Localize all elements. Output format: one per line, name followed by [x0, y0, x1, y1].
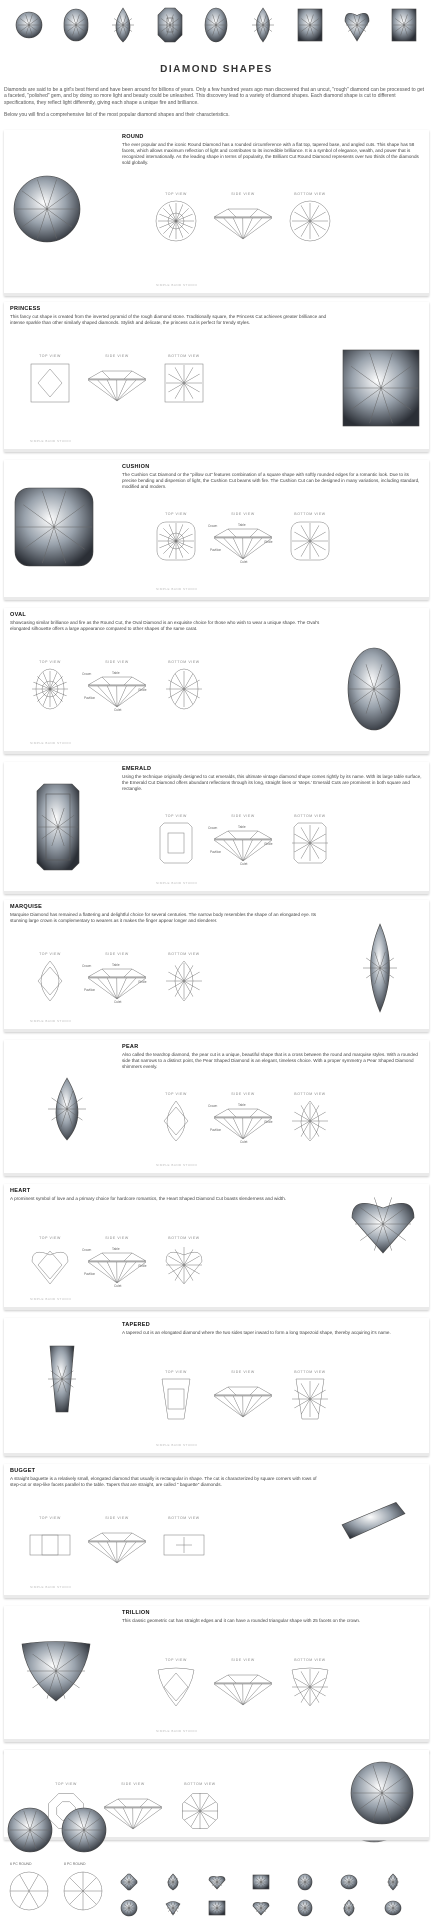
section-emerald — [4, 762, 429, 894]
princess-diamond-photo — [340, 347, 422, 431]
watermark: SIMPLE BAND STUDIO — [30, 440, 71, 444]
pie-cushion-shape — [338, 1872, 378, 1894]
section-tapered — [4, 1318, 429, 1456]
label-culet: Culet — [114, 708, 122, 711]
side-view-label: SIDE VIEW — [231, 814, 255, 818]
top-view — [154, 1658, 198, 1709]
round-description: The ever popular and the iconic Round Diamond has a rounded circumference with a flat top, tapered base, and angled cuts. This shape has 58 facets, which allows maximum reflection of light and contributes to its incredible brilliance. It is a symbol of elegance, wealth, and power that is recognized internationally. As the leading shape in terms of popularity, the Brilliant Cut Round Diamond represents over two thirds of the diamonds sold globally. — [122, 142, 422, 166]
pie-cushion-shape — [382, 1898, 422, 1920]
label-pavilion: Pavilion — [210, 1128, 221, 1132]
label-girdle: Girdle — [138, 688, 147, 692]
label-table: Table — [112, 671, 120, 675]
single-cut-diamond-photo — [349, 1760, 415, 1828]
label-pavilion: Pavilion — [84, 696, 95, 700]
round-diamond-photo — [12, 174, 82, 246]
pie-marquise-shape — [382, 1872, 422, 1894]
buguet-heading: BUGGET — [10, 1468, 35, 1475]
oval-diamond-photo — [344, 646, 404, 734]
section-buguet — [4, 1464, 429, 1598]
bottom-view — [162, 660, 206, 711]
section-princess — [4, 302, 429, 452]
label-culet: Culet — [240, 560, 248, 563]
bottom-view-label: BOTTOM VIEW — [168, 1516, 199, 1520]
round-diamond-icon — [14, 6, 44, 46]
side-view-label: SIDE VIEW — [231, 1370, 255, 1374]
bottom-view-label: BOTTOM VIEW — [168, 660, 199, 664]
emerald-views — [154, 814, 332, 865]
label-pavilion: Pavilion — [84, 988, 95, 992]
side-view — [208, 192, 278, 243]
pie-pear-shape — [162, 1872, 202, 1894]
bottom-view-label: BOTTOM VIEW — [294, 1658, 325, 1662]
princess-diamond-icon — [295, 6, 325, 46]
marquise-description: Marquise Diamond has remained a flattering and delightful choice for several centuries. The narrow body resembles the shape of an elongated eye. Its stunning large crown is complementary to wearers as it makes the finger appear longer and slenderer. — [10, 912, 328, 924]
page-title: DIAMOND SHAPES — [0, 64, 433, 77]
pie-emerald-shape — [118, 1872, 158, 1894]
watermark: SIMPLE BAND STUDIO — [156, 882, 197, 886]
top-view — [154, 1092, 198, 1143]
round-views — [154, 192, 332, 243]
emerald-diamond-photo — [34, 782, 82, 874]
pear-diamond-icon — [108, 6, 138, 46]
side-view-label: SIDE VIEW — [231, 1658, 255, 1662]
side-view — [208, 1370, 278, 1421]
pie-pear-shape — [338, 1898, 378, 1920]
princess-heading: PRINCESS — [10, 306, 41, 313]
trillion-description: This classic geometric cut has straight edges and it can have a rounded triangular shape with 25 facets on the crown. — [122, 1618, 422, 1624]
label-culet: Culet — [240, 1140, 248, 1143]
top-view-label: TOP VIEW — [165, 192, 187, 196]
bottom-view-label: BOTTOM VIEW — [168, 1236, 199, 1240]
oval-views — [28, 660, 206, 711]
oval-heading: OVAL — [10, 612, 26, 619]
label-pavilion: Pavilion — [84, 1272, 95, 1276]
top-view — [28, 1236, 72, 1287]
top-view — [154, 192, 198, 243]
emerald-heading: EMERALD — [122, 766, 151, 773]
intro-paragraph: Diamonds are said to be a girl's best friend and have been around for billions of years. Only a few hundred years ago man discovered that an uncut, "rough" diamond can be processed to get a faceted, "polished" gem, and by doing so more light and beauty could be unleashed. This discovery lead to a variety of diamond shapes. Each diamond shape is cut to different specifications, they reflect light differently, giving each shape a unique fire and brilliance. — [4, 87, 426, 106]
pie-8pc-label: 8 PC ROUND — [64, 1862, 86, 1866]
side-view-label: SIDE VIEW — [105, 1236, 129, 1240]
buguet-views — [28, 1516, 206, 1567]
label-table: Table — [238, 523, 246, 527]
top-view-label: TOP VIEW — [165, 1092, 187, 1096]
bottom-view — [288, 1658, 332, 1709]
side-view-label: SIDE VIEW — [105, 952, 129, 956]
side-view-label: SIDE VIEW — [105, 354, 129, 358]
label-culet: Culet — [114, 1000, 122, 1003]
diamond-shape-strip — [0, 0, 433, 52]
emerald-description: Using the technique originally designed to cut emeralds, this ultimate vintage diamond shape comes rightly by its name. With its large table surface, the Emerald Cut Diamond offers abundant reflections through its long, straight lines or 'steps.' Emerald Cuts are prominent in both square and rectangle. — [122, 774, 422, 792]
buguet-description: A straight baguette is a relatively small, elongated diamond that usually is rectangular in shape. The cut is characterized by square corners with rows of step-cut or step-like facets parallel to the table. Tapers that are straight, are called " baguette" diamonds. — [10, 1476, 328, 1488]
side-view-label: SIDE VIEW — [231, 192, 255, 196]
pie-cut-gallery — [6, 1806, 114, 1916]
bottom-view-label: BOTTOM VIEW — [168, 354, 199, 358]
bottom-view-label: BOTTOM VIEW — [168, 952, 199, 956]
label-culet: Culet — [114, 1284, 122, 1287]
bottom-view-label: BOTTOM VIEW — [294, 192, 325, 196]
bottom-view — [288, 1370, 332, 1421]
heart-heading: HEART — [10, 1188, 30, 1195]
pear-views — [154, 1092, 332, 1143]
side-view — [208, 1658, 278, 1709]
label-pavilion: Pavilion — [210, 548, 221, 552]
top-view — [28, 1516, 72, 1567]
label-girdle: Girdle — [264, 1120, 273, 1124]
watermark: SIMPLE BAND STUDIO — [156, 1730, 197, 1734]
side-view — [82, 354, 152, 405]
pear-diamond-photo — [44, 1076, 90, 1144]
princess-views — [28, 354, 206, 405]
bottom-view — [162, 952, 206, 1003]
bottom-view — [162, 1236, 206, 1287]
label-girdle: Girdle — [264, 842, 273, 846]
trillion-views — [154, 1658, 332, 1709]
pie-heart-shape — [250, 1898, 290, 1920]
cushion-views — [154, 512, 332, 563]
side-view-label: SIDE VIEW — [121, 1782, 145, 1786]
bottom-view-label: BOTTOM VIEW — [294, 1370, 325, 1374]
bottom-view-label: BOTTOM VIEW — [294, 512, 325, 516]
pie-6pc-diagram — [8, 1870, 50, 1914]
watermark: SIMPLE BAND STUDIO — [156, 1164, 197, 1168]
bottom-view — [288, 814, 332, 865]
section-cushion — [4, 460, 429, 600]
pie-6pc-photo — [6, 1806, 54, 1856]
section-marquise — [4, 900, 429, 1032]
tapered-diamond-photo — [44, 1343, 80, 1417]
section-pear — [4, 1040, 429, 1176]
bottom-view — [162, 1516, 206, 1567]
top-view-label: TOP VIEW — [39, 660, 61, 664]
side-view-label: SIDE VIEW — [105, 1516, 129, 1520]
bottom-view-label: BOTTOM VIEW — [184, 1782, 215, 1786]
marquise-heading: MARQUISE — [10, 904, 42, 911]
section-trillion — [4, 1606, 429, 1742]
heart-diamond-icon — [342, 6, 372, 46]
label-crown: Crown — [82, 1248, 91, 1252]
watermark: SIMPLE BAND STUDIO — [156, 588, 197, 592]
bottom-view — [178, 1782, 222, 1833]
cushion-heading: CUSHION — [122, 464, 149, 471]
buguet-diamond-photo — [334, 1494, 408, 1552]
pie-princess-shape — [250, 1872, 290, 1894]
label-girdle: Girdle — [138, 1264, 147, 1268]
top-view-label: TOP VIEW — [165, 1658, 187, 1662]
bottom-view — [288, 512, 332, 563]
label-crown: Crown — [208, 524, 217, 528]
side-view — [82, 660, 152, 711]
cushion-diamond-icon — [61, 6, 91, 46]
top-view — [28, 660, 72, 711]
label-crown: Crown — [208, 826, 217, 830]
side-view — [208, 1092, 278, 1143]
tapered-description: A tapered cut is an elongated diamond where the two sides taper inward to form a long trapezoid shape, thereby acquiring it's name. — [122, 1330, 422, 1336]
section-oval — [4, 608, 429, 754]
top-view-label: TOP VIEW — [55, 1782, 77, 1786]
pie-princess-shape — [206, 1898, 246, 1920]
pie-8pc-photo — [60, 1806, 108, 1856]
top-view — [154, 512, 198, 563]
label-table: Table — [238, 825, 246, 829]
side-view-label: SIDE VIEW — [231, 512, 255, 516]
trillion-diamond-photo — [18, 1638, 94, 1706]
label-table: Table — [112, 1247, 120, 1251]
label-crown: Crown — [82, 672, 91, 676]
pear-description: Also called the teardrop diamond, the pear cut is a unique, beautiful shape that is a cross between the round and marquise styles. With a rounded side that narrows to a distinct point, the Pear Shaped Diamond is an elegant, timeless choice. With a proper symmetry a Pear Shaped Diamond shimmers evenly. — [122, 1052, 422, 1070]
side-view — [208, 814, 278, 865]
top-view-label: TOP VIEW — [39, 1516, 61, 1520]
princess-description: This fancy cut shape is created from the inverted pyramid of the rough diamond stone. Traditionally square, the Princess Cut achieves greater brilliance and intense sparkle than other similarly shaped diamonds. Stylish and delicate, the princess cut is perfect for trendy styles. — [10, 314, 328, 326]
label-girdle: Girdle — [264, 540, 273, 544]
oval-diamond-icon — [201, 6, 231, 46]
side-view — [82, 952, 152, 1003]
label-culet: Culet — [240, 862, 248, 865]
heart-diamond-photo — [349, 1192, 417, 1258]
tapered-heading: TAPERED — [122, 1322, 150, 1329]
label-crown: Crown — [208, 1104, 217, 1108]
marquise-views — [28, 952, 206, 1003]
top-view-label: TOP VIEW — [39, 952, 61, 956]
marquise-diamond-icon — [248, 6, 278, 46]
section-round — [4, 130, 429, 296]
tapered-views — [154, 1370, 332, 1421]
watermark: SIMPLE BAND STUDIO — [30, 1586, 71, 1590]
marquise-diamond-photo — [359, 922, 401, 1016]
cushion-diamond-photo — [12, 485, 96, 571]
top-view — [154, 814, 198, 865]
bottom-view-label: BOTTOM VIEW — [294, 1092, 325, 1096]
watermark: SIMPLE BAND STUDIO — [30, 1020, 71, 1024]
side-view — [82, 1236, 152, 1287]
bottom-view — [162, 354, 206, 405]
side-view — [82, 1516, 152, 1567]
round-heading: ROUND — [122, 134, 144, 141]
top-view — [28, 952, 72, 1003]
intro-text — [4, 87, 426, 124]
pie-round-shape — [118, 1898, 158, 1920]
pie-heart-shape — [206, 1872, 246, 1894]
top-view-label: TOP VIEW — [39, 1236, 61, 1240]
top-view — [28, 354, 72, 405]
top-view — [154, 1370, 198, 1421]
trillion-heading: TRILLION — [122, 1610, 150, 1617]
section-heart — [4, 1184, 429, 1310]
oval-description: Showcasing similar brilliance and fire as the Round Cut, the Oval Diamond is an exquisite choice for those who wish to wear a unique shape. The Oval's elongated silhouette offers a large appearance compared to other shapes of the same carat. — [10, 620, 328, 632]
watermark: SIMPLE BAND STUDIO — [30, 742, 71, 746]
top-view-label: TOP VIEW — [165, 814, 187, 818]
pear-heading: PEAR — [122, 1044, 138, 1051]
pie-trillion-shape — [162, 1898, 202, 1920]
side-view — [208, 512, 278, 563]
bottom-view — [288, 192, 332, 243]
bottom-view — [288, 1092, 332, 1143]
label-girdle: Girdle — [138, 980, 147, 984]
top-view-label: TOP VIEW — [165, 1370, 187, 1374]
side-view-label: SIDE VIEW — [105, 660, 129, 664]
cushion-description: The Cushion Cut Diamond or the "pillow cut" features combination of a square shape with softly rounded edges for a romantic look. Due to its precise bending and dispersion of light, the Cushion Cut beams with fire. The Cushion Cut can be designed in many variations, including standard, modified and modern. — [122, 472, 422, 490]
princess-diamond-icon — [389, 6, 419, 46]
pie-oval-shape — [294, 1872, 334, 1894]
pie-8pc-diagram — [62, 1870, 104, 1914]
label-pavilion: Pavilion — [210, 850, 221, 854]
emerald-diamond-icon — [155, 6, 185, 46]
pie-6pc-label: 6 PC ROUND — [10, 1862, 32, 1866]
pie-cut-shapes-grid — [118, 1872, 422, 1921]
top-view-label: TOP VIEW — [165, 512, 187, 516]
heart-description: A prominent symbol of love and a primary choice for hardcore romantics, the Heart Shaped Diamond Cut boasts slenderness and width. — [10, 1196, 328, 1202]
intro-paragraph: Below you will find a comprehensive list of the most popular diamond shapes and their characteristics. — [4, 112, 426, 118]
watermark: SIMPLE BAND STUDIO — [30, 1298, 71, 1302]
top-view-label: TOP VIEW — [39, 354, 61, 358]
pie-oval-shape — [294, 1898, 334, 1920]
side-view-label: SIDE VIEW — [231, 1092, 255, 1096]
label-crown: Crown — [82, 964, 91, 968]
watermark: SIMPLE BAND STUDIO — [156, 284, 197, 288]
label-table: Table — [238, 1103, 246, 1107]
label-table: Table — [112, 963, 120, 967]
heart-views — [28, 1236, 206, 1287]
bottom-view-label: BOTTOM VIEW — [294, 814, 325, 818]
watermark: SIMPLE BAND STUDIO — [156, 1444, 197, 1448]
